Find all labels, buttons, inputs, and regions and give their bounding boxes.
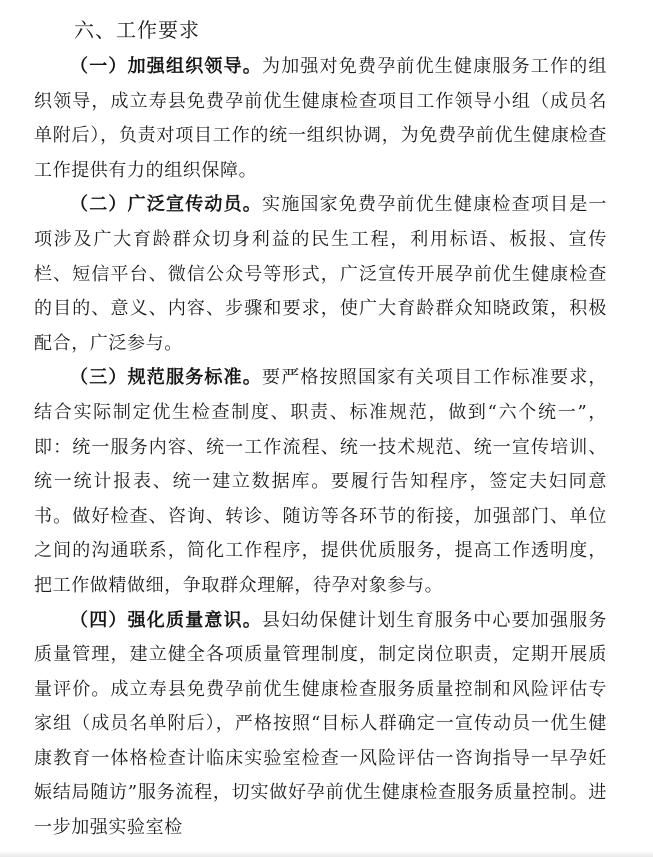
paragraph-title: （二）广泛宣传动员。 — [70, 194, 262, 216]
paragraph-publicity-mobilization — [34, 188, 607, 361]
paragraph-organization-leadership — [34, 50, 607, 188]
paragraph-title: （三）规范服务标准。 — [70, 367, 262, 389]
paragraph-quality-awareness — [34, 604, 607, 846]
paragraph-body: 要严格按照国家有关项目工作标准要求，结合实际制定优生检查制度、职责、标准规范，做到“六个统一”，即：统一服务内容、统一工作流程、统一技术规范、统一宣传培训、统一统计报表、统一建立数据库。要履行告知程序，签定夫妇同意书。做好检查、咨询、转诊、随访等各环节的衔接，加强部门、单位之间的沟通联系，简化工作程序，提供优质服务，提高工作透明度，把工作做精做细，争取群众理解，待孕对象参与。 — [34, 367, 607, 596]
paragraph-body: 实施国家免费孕前优生健康检查项目是一项涉及广大育龄群众切身利益的民生工程，利用标语、板报、宣传栏、短信平台、微信公众号等形式，广泛宣传开展孕前优生健康检查的目的、意义、内容、步骤和要求，使广大育龄群众知晓政策，积极配合，广泛参与。 — [34, 194, 607, 354]
section-heading: 六、工作要求 — [74, 18, 200, 42]
page-bottom-edge — [0, 851, 653, 857]
paragraph-body: 为加强对免费孕前优生健康服务工作的组织领导，成立寿县免费孕前优生健康检查项目工作领导小组（成员名单附后），负责对项目工作的统一组织协调，为免费孕前优生健康检查工作提供有力的组织保障。 — [34, 56, 607, 181]
paragraph-body: 县妇幼保健计划生育服务中心要加强服务质量管理，建立健全各项质量管理制度，制定岗位职责，定期开展质量评价。成立寿县免费孕前优生健康检查服务质量控制和风险评估专家组（成员名单附后），严格按照“目标人群确定一宣传动员一优生健康教育一体格检查计临床实验室检查一风险评估一咨询指导一早孕妊娠结局随访”服务流程，切实做好孕前优生健康检查服务质量控制。进一步加强实验室检 — [34, 609, 607, 839]
paragraph-title: （一）加强组织领导。 — [70, 56, 262, 77]
paragraph-service-standards — [34, 361, 607, 603]
paragraph-title: （四）强化质量意识。 — [70, 609, 262, 631]
